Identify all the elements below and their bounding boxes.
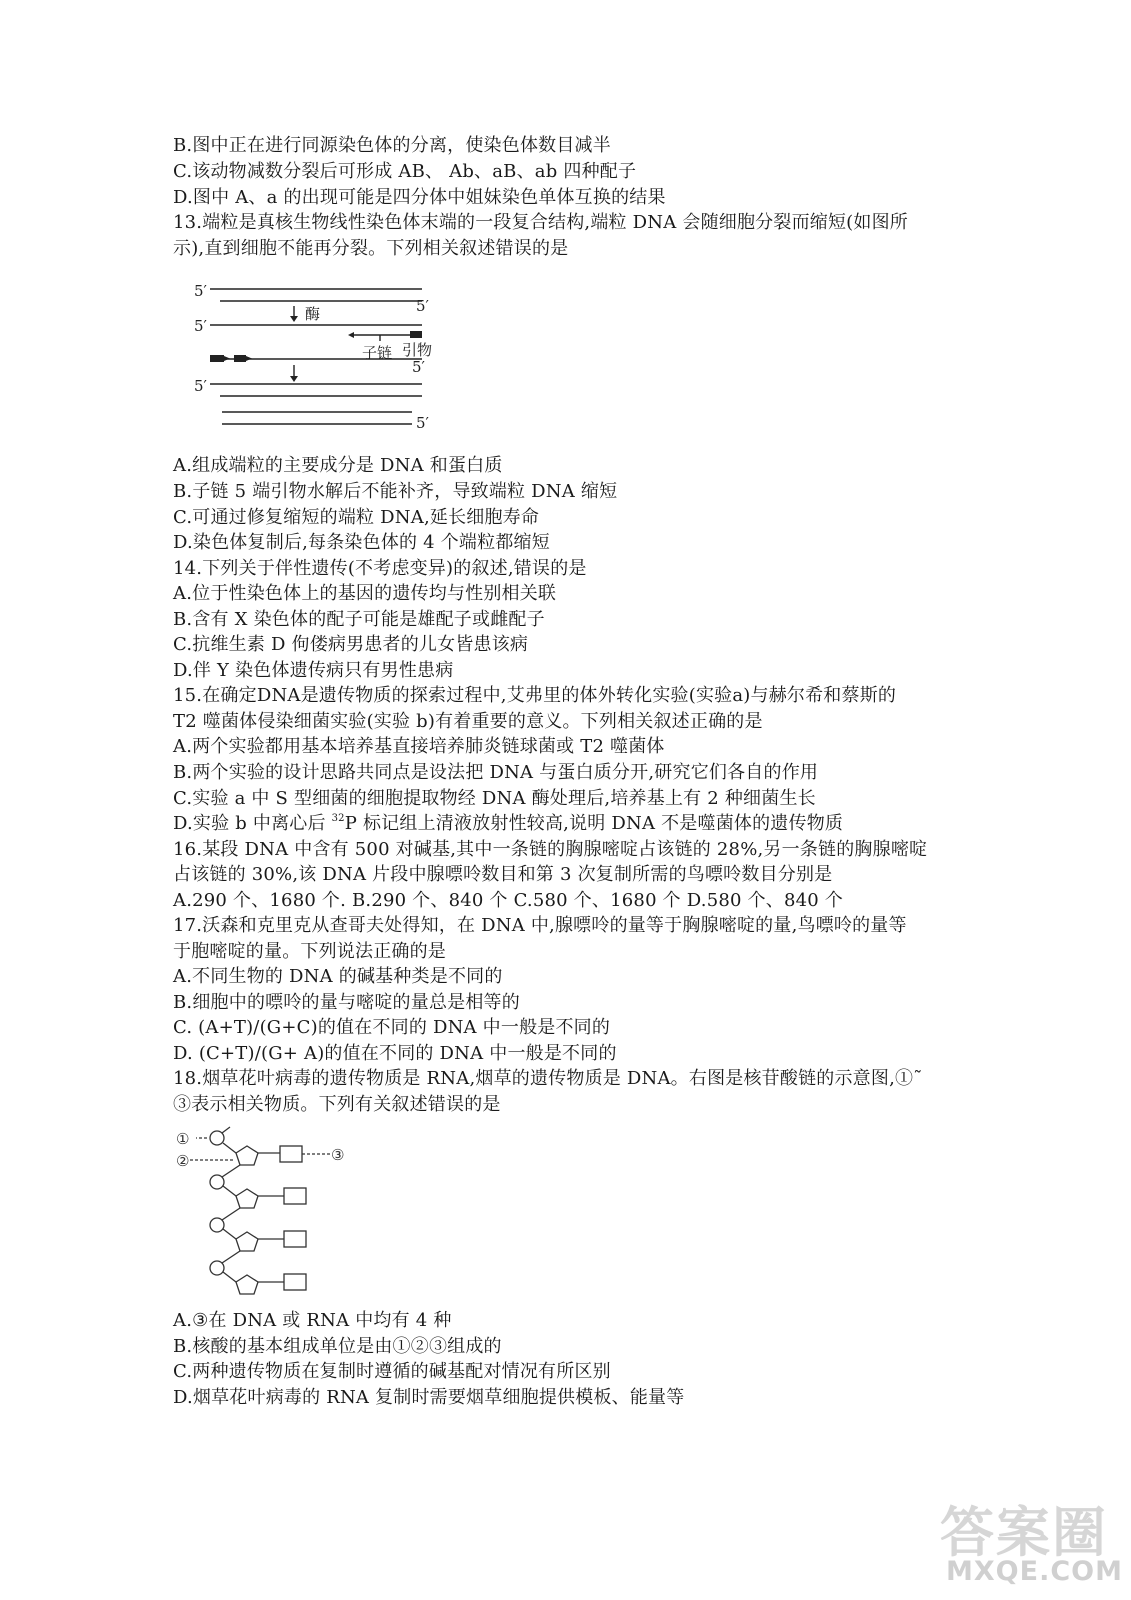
five-prime-label: 5′ [416,297,429,315]
q14-option-b: B.含有 X 染色体的配子可能是雄配子或雌配子 [173,609,545,630]
q13-option-d: D.染色体复制后,每条染色体的 4 个端粒都缩短 [173,532,550,553]
q17-option-a: A.不同生物的 DNA 的碱基种类是不同的 [173,966,503,987]
q18-option-b: B.核酸的基本组成单位是由①②③组成的 [173,1336,502,1357]
daughter-strand-label: 子链 [362,344,393,362]
q15-option-d [173,811,973,837]
label-1: ① [176,1130,190,1148]
q13-stem-line-1: 13.端粒是真核生物线性染色体末端的一段复合结构,端粒 DNA 会随细胞分裂而缩短(如图所 [173,212,908,233]
q18-option-c: C.两种遗传物质在复制时遵循的碱基配对情况有所区别 [173,1361,611,1382]
q13-option-b: B.子链 5 端引物水解后不能补齐，导致端粒 DNA 缩短 [173,481,618,502]
enzyme-label: 酶 [305,305,321,323]
nucleotide-chain-diagram [170,1122,360,1302]
watermark-logo: 答案圈 [940,1501,1108,1564]
telomere-diagram [190,275,460,440]
q16-stem-line-1: 16.某段 DNA 中含有 500 对碱基,其中一条链的胸腺嘧啶占该链的 28%,另一条链的胸腺嘧啶 [173,839,928,860]
q13-option-c: C.可通过修复缩短的端粒 DNA,延长细胞寿命 [173,507,540,528]
q14-option-c: C.抗维生素 D 佝偻病男患者的儿女皆患该病 [173,634,529,655]
q17-stem-line-1: 17.沃森和克里克从查哥夫处得知，在 DNA 中,腺嘌呤的量等于胸腺嘧啶的量,鸟嘌呤的量等 [173,915,907,936]
watermark [928,1490,1128,1595]
q15-stem-line-1: 15.在确定DNA是遗传物质的探索过程中,艾弗里的体外转化实验(实验a)与赫尔希和蔡斯的 [173,685,897,706]
five-prime-label: 5′ [194,377,207,395]
q14-stem: 14.下列关于伴性遗传(不考虑变异)的叙述,错误的是 [173,558,587,579]
five-prime-label: 5′ [412,358,425,376]
q12-option-c: C.该动物减数分裂后可形成 AB、 Ab、aB、ab 四种配子 [173,161,637,182]
q15-option-b: B.两个实验的设计思路共同点是设法把 DNA 与蛋白质分开,研究它们各自的作用 [173,762,819,783]
q12-option-d: D.图中 A、a 的出现可能是四分体中姐妹染色单体互换的结果 [173,187,666,208]
q13-option-a: A.组成端粒的主要成分是 DNA 和蛋白质 [173,455,503,476]
q13-stem-line-2: 示),直到细胞不能再分裂。下列相关叙述错误的是 [173,238,569,259]
q18-stem-line-2: ③表示相关物质。下列有关叙述错误的是 [173,1094,501,1115]
isotope-mass-number: 32 [331,813,345,824]
q14-option-a: A.位于性染色体上的基因的遗传均与性别相关联 [173,583,557,604]
q15-option-a: A.两个实验都用基本培养基直接培养肺炎链球菌或 T2 噬菌体 [173,736,665,757]
q15-option-d-text: D.实验 b 中离心后 [173,813,332,834]
q17-option-d: D. (C+T)/(G+ A)的值在不同的 DNA 中一般是不同的 [173,1043,617,1064]
label-2: ② [176,1152,190,1170]
q15-option-d-text-rest: P 标记组上清液放射性较高,说明 DNA 不是噬菌体的遗传物质 [344,813,844,834]
watermark-url: MXQE.COM [946,1556,1123,1587]
q18-option-d: D.烟草花叶病毒的 RNA 复制时需要烟草细胞提供模板、能量等 [173,1387,685,1408]
five-prime-label: 5′ [416,414,429,432]
five-prime-label: 5′ [194,317,207,335]
q18-option-a: A.③在 DNA 或 RNA 中均有 4 种 [173,1310,452,1331]
q17-stem-line-2: 于胞嘧啶的量。下列说法正确的是 [173,941,446,962]
label-3: ③ [331,1146,345,1164]
q17-option-c: C. (A+T)/(G+C)的值在不同的 DNA 中一般是不同的 [173,1017,611,1038]
q16-options: A.290 个、1680 个. B.290 个、840 个 C.580 个、1680 个 D.580 个、840 个 [173,890,844,911]
five-prime-label: 5′ [194,282,207,300]
primer-label: 引物 [402,341,433,359]
q14-option-d: D.伴 Y 染色体遗传病只有男性患病 [173,660,454,681]
q15-option-c: C.实验 a 中 S 型细菌的细胞提取物经 DNA 酶处理后,培养基上有 2 种细菌生长 [173,788,816,809]
q12-option-b: B.图中正在进行同源染色体的分离，使染色体数目减半 [173,135,611,156]
q16-stem-line-2: 占该链的 30%,该 DNA 片段中腺嘌呤数目和第 3 次复制所需的鸟嘌呤数目分别是 [173,864,833,885]
q15-stem-line-2: T2 噬菌体侵染细菌实验(实验 b)有着重要的意义。下列相关叙述正确的是 [173,711,763,732]
q18-stem-line-1: 18.烟草花叶病毒的遗传物质是 RNA,烟草的遗传物质是 DNA。右图是核苷酸链的示意图,①˜ [173,1068,923,1089]
q17-option-b: B.细胞中的嘌呤的量与嘧啶的量总是相等的 [173,992,520,1013]
